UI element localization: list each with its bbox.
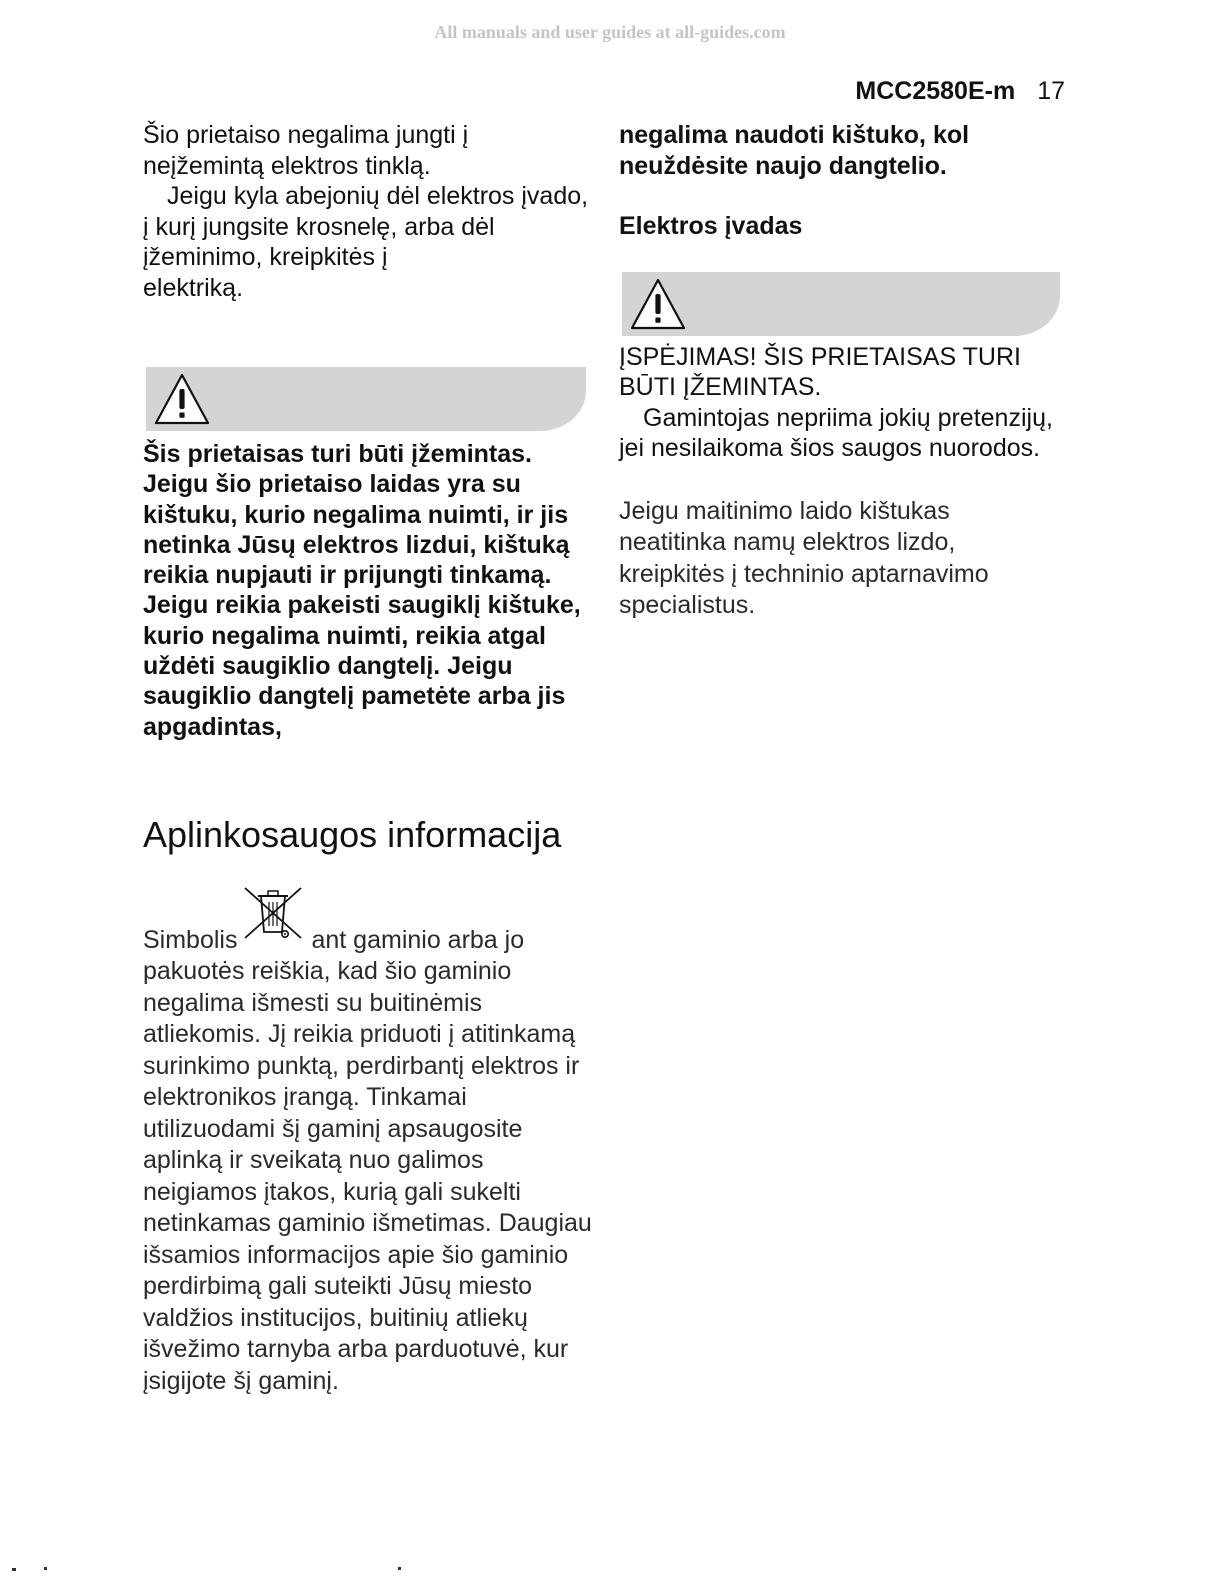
warning-triangle-icon <box>152 371 212 427</box>
page-number: 17 <box>1037 77 1065 105</box>
page-header <box>855 76 1065 106</box>
watermark: All manuals and user guides at all-guides.com <box>434 22 786 42</box>
intro-paragraph <box>143 120 503 181</box>
env-section-title: Aplinkosaugos informacija <box>143 813 562 855</box>
electrician-paragraph <box>143 181 595 303</box>
env-paragraph <box>143 896 595 1398</box>
model-number: MCC2580E-m <box>855 77 1016 105</box>
manufacturer-paragraph <box>619 403 1074 464</box>
right-column <box>619 120 1074 622</box>
electric-connection-heading: Elektros įvadas <box>619 212 803 240</box>
env-prefix: Simbolis <box>143 925 238 954</box>
warning-bar-right <box>622 272 1060 336</box>
warning-bar <box>146 367 586 431</box>
env-suffix: ant gaminio arba jo <box>311 925 525 954</box>
intro-line-1: Šio prietaiso negalima jungti į <box>143 121 469 149</box>
plug-paragraph: Jeigu maitinimo laido kištukas neatitinka namų elektros lizdo, kreipkitės į techninio aptarnavimo specialistus. <box>619 496 989 619</box>
warning-text: Šis prietaisas turi būti įžemintas. Jeigu šio prietaiso laidas yra su kištuku, kurio negalima nuimti, ir jis netinka Jūsų elektros lizdui, kištuką reikia nupjauti ir prijungti tinkamą. Jeigu reikia pakeisti saugiklį kištuke, kurio negalima nuimti, reikia atgal uždėti saugiklio dangtelį. Jeigu saugiklio dangtelį pametėte arba jis apgadintas, <box>143 440 581 741</box>
manufacturer-text: Gamintojas nepriima jokių pretenzijų, jei nesilaikoma šios saugos nuorodos. <box>619 403 1053 462</box>
grounding-warning-caps: ĮSPĖJIMAS! ŠIS PRIETAISAS TURI BŪTI ĮŽEMINTAS. <box>619 342 1021 401</box>
electrician-text-end: elektriką. <box>143 273 244 302</box>
left-column <box>143 120 593 1397</box>
env-text: pakuotės reiškia, kad šio gaminio negalima išmesti su buitinėmis atliekomis. Jį reikia priduoti į atitinkamą surinkimo punktą, perdirbantį elektros ir elektronikos įrangą. Tinkamai utilizuodami šį gaminį apsaugosite aplinką ir sveikatą nuo galimos neigiamos įtakos, kurią gali sukelti netinkamas gaminio išmetimas. Daugiau išsamios informacijos apie šio gaminio perdirbimą gali suteikti Jūsų miesto valdžios institucijos, buitinių atliekų išvežimo tarnyba arba parduotuvė, kur įsigijote šį gaminį. <box>143 957 592 1395</box>
warning-triangle-icon <box>628 276 688 332</box>
crossed-out-bin-icon <box>243 886 303 942</box>
warning-continuation: negalima naudoti kištuko, kol neuždėsite naujo dangtelio. <box>619 121 970 180</box>
intro-line-2: neįžemintą elektros tinklą. <box>143 151 431 180</box>
scan-edge-marks <box>0 1566 1220 1583</box>
electrician-text: Jeigu kyla abejonių dėl elektros įvado, į kurį jungsite krosnelę, arba dėl įžeminimo, kreipkitės į <box>143 182 589 271</box>
